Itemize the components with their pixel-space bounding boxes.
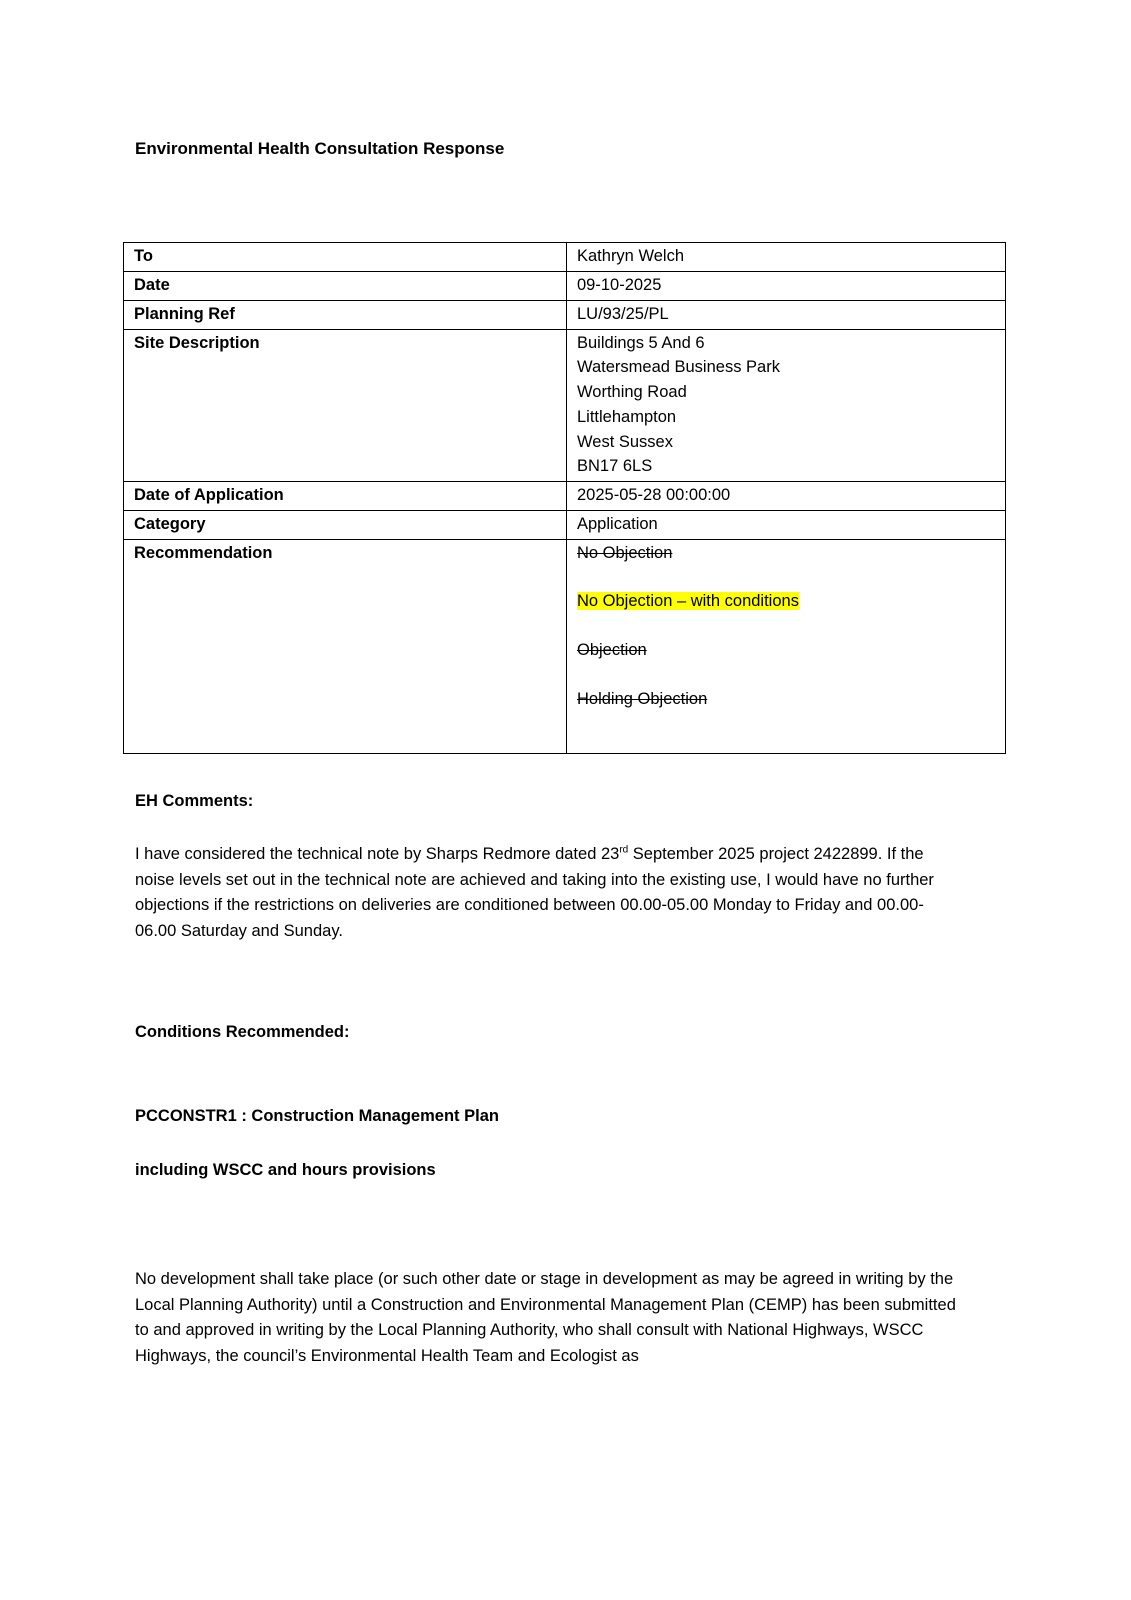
row-value-recommendation — [567, 539, 1006, 753]
eh-comments-heading: EH Comments: — [135, 791, 254, 810]
condition-body-paragraph: No development shall take place (or such other date or stage in development as may be agreed in writing by the Local Planning Authority) until a Construction and Environmental Management Plan (CEMP) has been submitted to and approved in writing by the Local Planning Authority, who shall consult with National Highways, WSCC Highways, the council’s Environmental Health Team and Ecologist as — [135, 1270, 956, 1365]
table-row-site-description — [124, 329, 1006, 482]
table-row-planning-ref — [124, 300, 1006, 329]
document-title: Environmental Health Consultation Response — [135, 139, 505, 158]
recommendation-option-holding-objection — [577, 687, 995, 712]
condition-title: PCCONSTR1 : Construction Management Plan — [135, 1106, 499, 1125]
row-label-planning-ref: Planning Ref — [124, 300, 567, 329]
row-label-date-of-application: Date of Application — [124, 482, 567, 511]
row-label-date: Date — [124, 272, 567, 301]
eh-comments-paragraph — [135, 842, 963, 944]
table-row-recommendation — [124, 539, 1006, 753]
row-label-site-description: Site Description — [124, 329, 567, 482]
row-value-category: Application — [567, 510, 1006, 539]
conditions-recommended-heading: Conditions Recommended: — [135, 1023, 350, 1042]
row-value-site-description — [567, 329, 1006, 482]
row-value-planning-ref: LU/93/25/PL — [567, 300, 1006, 329]
row-value-date: 09-10-2025 — [567, 272, 1006, 301]
site-description-line: Buildings 5 And 6 — [577, 333, 705, 352]
eh-comments-text-part1: I have considered the technical note by Sharps Redmore dated 23 — [135, 845, 620, 864]
condition-subtitle: including WSCC and hours provisions — [135, 1160, 436, 1179]
table-row-date-of-application — [124, 482, 1006, 511]
recommendation-option-text: Objection — [577, 641, 647, 660]
recommendation-option-objection — [577, 638, 995, 663]
table-row-date — [124, 272, 1006, 301]
row-label-category: Category — [124, 510, 567, 539]
recommendation-option-no-objection-with-conditions — [577, 589, 995, 614]
consultation-table — [123, 242, 1006, 753]
site-description-line: West Sussex — [577, 432, 673, 451]
recommendation-option-no-objection — [577, 541, 995, 566]
eh-comments-ordinal-superscript: rd — [619, 844, 629, 856]
row-value-date-of-application: 2025-05-28 00:00:00 — [567, 482, 1006, 511]
recommendation-option-text: Holding Objection — [577, 689, 708, 708]
site-description-line: Littlehampton — [577, 407, 677, 426]
site-description-line: Worthing Road — [577, 383, 687, 402]
row-label-to: To — [124, 243, 567, 272]
eh-comments-text-part2: September 2025 project 2422899. If the noise levels set out in the technical note are achieved and taking into the existing use, I would have no further objections if the restrictions on deliveries are conditioned between 00.00-05.00 Monday to Friday and 00.00-06.00 Saturday and Sunday. — [135, 845, 934, 940]
recommendation-option-text: No Objection — [577, 543, 673, 562]
site-description-line: Watersmead Business Park — [577, 358, 780, 377]
recommendation-option-text-highlighted: No Objection – with conditions — [577, 592, 799, 611]
table-row-to — [124, 243, 1006, 272]
row-value-to: Kathryn Welch — [567, 243, 1006, 272]
document-content — [135, 136, 963, 1369]
table-row-category — [124, 510, 1006, 539]
row-label-recommendation: Recommendation — [124, 539, 567, 753]
site-description-line: BN17 6LS — [577, 457, 653, 476]
